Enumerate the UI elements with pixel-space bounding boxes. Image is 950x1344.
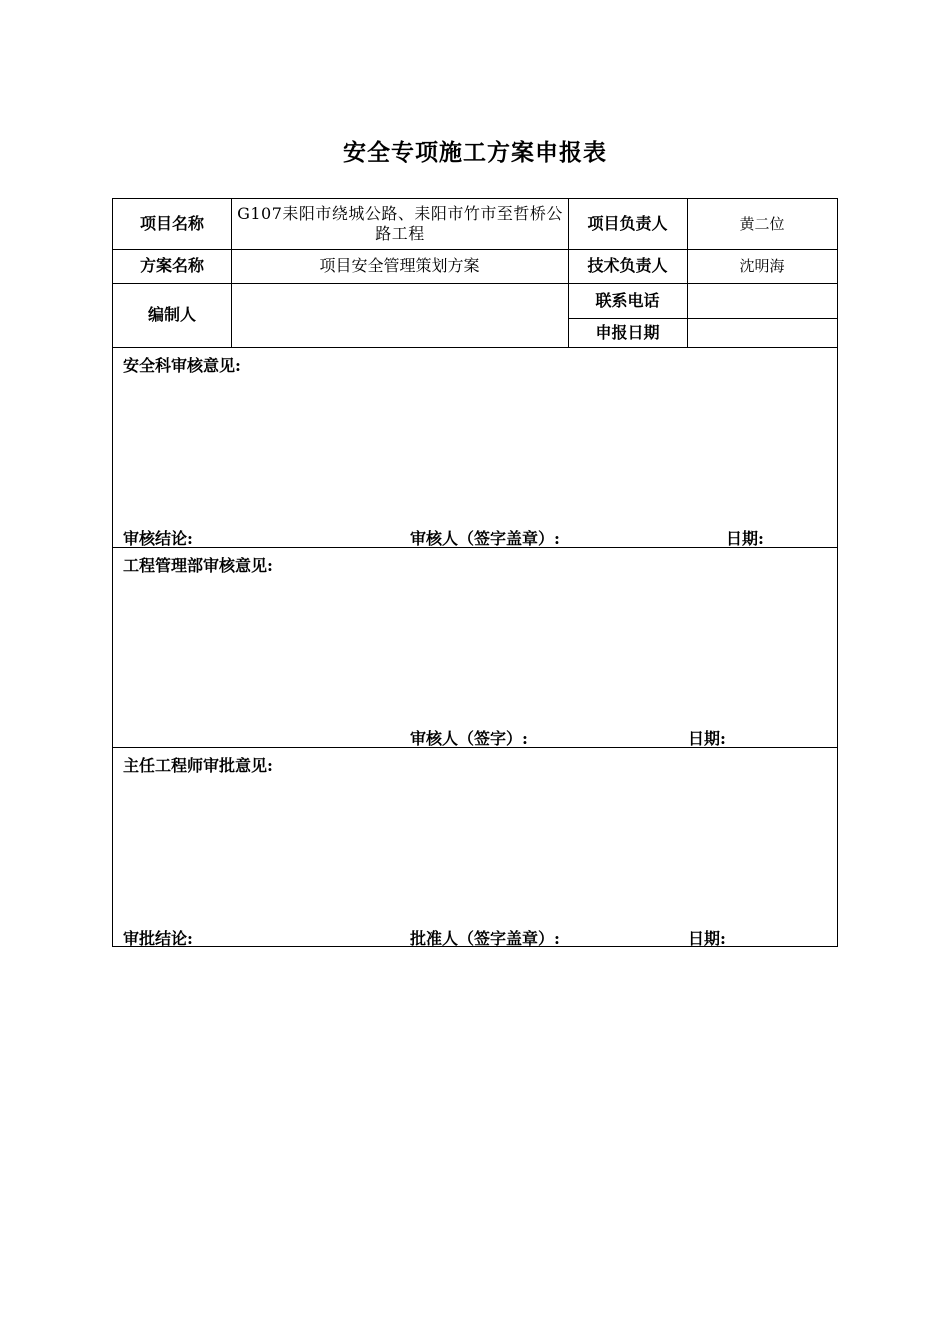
project-leader-value: 黄二位 bbox=[739, 215, 785, 233]
safety-review-heading: 安全科审核意见: bbox=[123, 356, 241, 375]
application-form-table bbox=[112, 198, 838, 947]
plan-name-value: 项目安全管理策划方案 bbox=[319, 256, 480, 275]
project-name-label: 项目名称 bbox=[139, 214, 204, 233]
engineering-review-date: 日期: bbox=[688, 729, 726, 748]
chief-approval-date: 日期: bbox=[688, 929, 726, 948]
phone-value[interactable] bbox=[687, 283, 837, 318]
chief-approval-conclusion: 审批结论: bbox=[123, 929, 193, 948]
author-label: 编制人 bbox=[147, 305, 196, 324]
tech-leader-value: 沈明海 bbox=[739, 257, 785, 275]
chief-approval-signer: 批准人（签字盖章）: bbox=[410, 929, 560, 948]
form-title: 安全专项施工方案申报表 bbox=[343, 139, 607, 166]
plan-name-label: 方案名称 bbox=[139, 256, 204, 275]
phone-label: 联系电话 bbox=[595, 290, 660, 310]
row-divider bbox=[113, 347, 837, 348]
safety-review-signer: 审核人（签字盖章）: bbox=[410, 529, 560, 548]
engineering-review-heading: 工程管理部审核意见: bbox=[123, 556, 273, 575]
author-value[interactable] bbox=[231, 283, 568, 347]
safety-review-date: 日期: bbox=[726, 529, 764, 548]
report-date-label: 申报日期 bbox=[595, 322, 660, 342]
report-date-value[interactable] bbox=[687, 318, 837, 347]
chief-approval-heading: 主任工程师审批意见: bbox=[123, 756, 273, 775]
project-name-value: G107耒阳市绕城公路、耒阳市竹市至哲桥公路工程 bbox=[237, 204, 563, 243]
safety-review-conclusion: 审核结论: bbox=[123, 529, 193, 548]
engineering-review-signer: 审核人（签字）: bbox=[410, 729, 528, 748]
project-leader-label: 项目负责人 bbox=[587, 214, 668, 233]
tech-leader-label: 技术负责人 bbox=[587, 256, 668, 275]
